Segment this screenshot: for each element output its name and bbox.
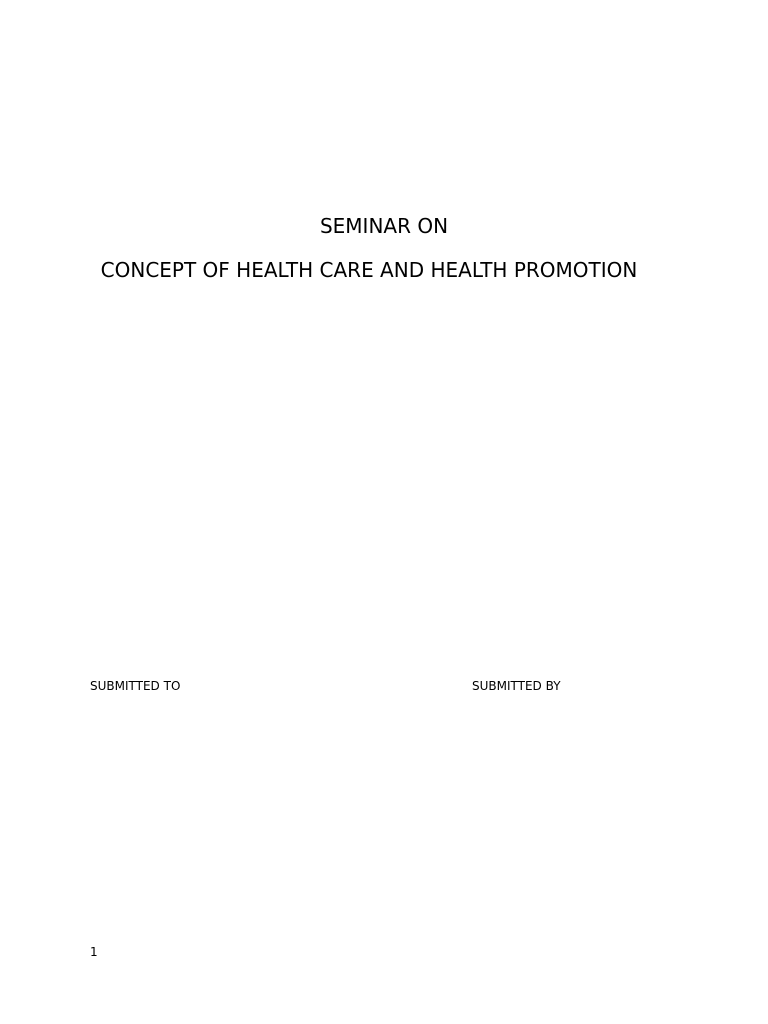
submitted-by-label: SUBMITTED BY (472, 679, 561, 693)
page-number: 1 (90, 945, 98, 959)
seminar-heading: SEMINAR ON (319, 214, 449, 238)
seminar-topic-title: CONCEPT OF HEALTH CARE AND HEALTH PROMOTION (100, 258, 638, 282)
submitted-to-label: SUBMITTED TO (90, 679, 181, 693)
